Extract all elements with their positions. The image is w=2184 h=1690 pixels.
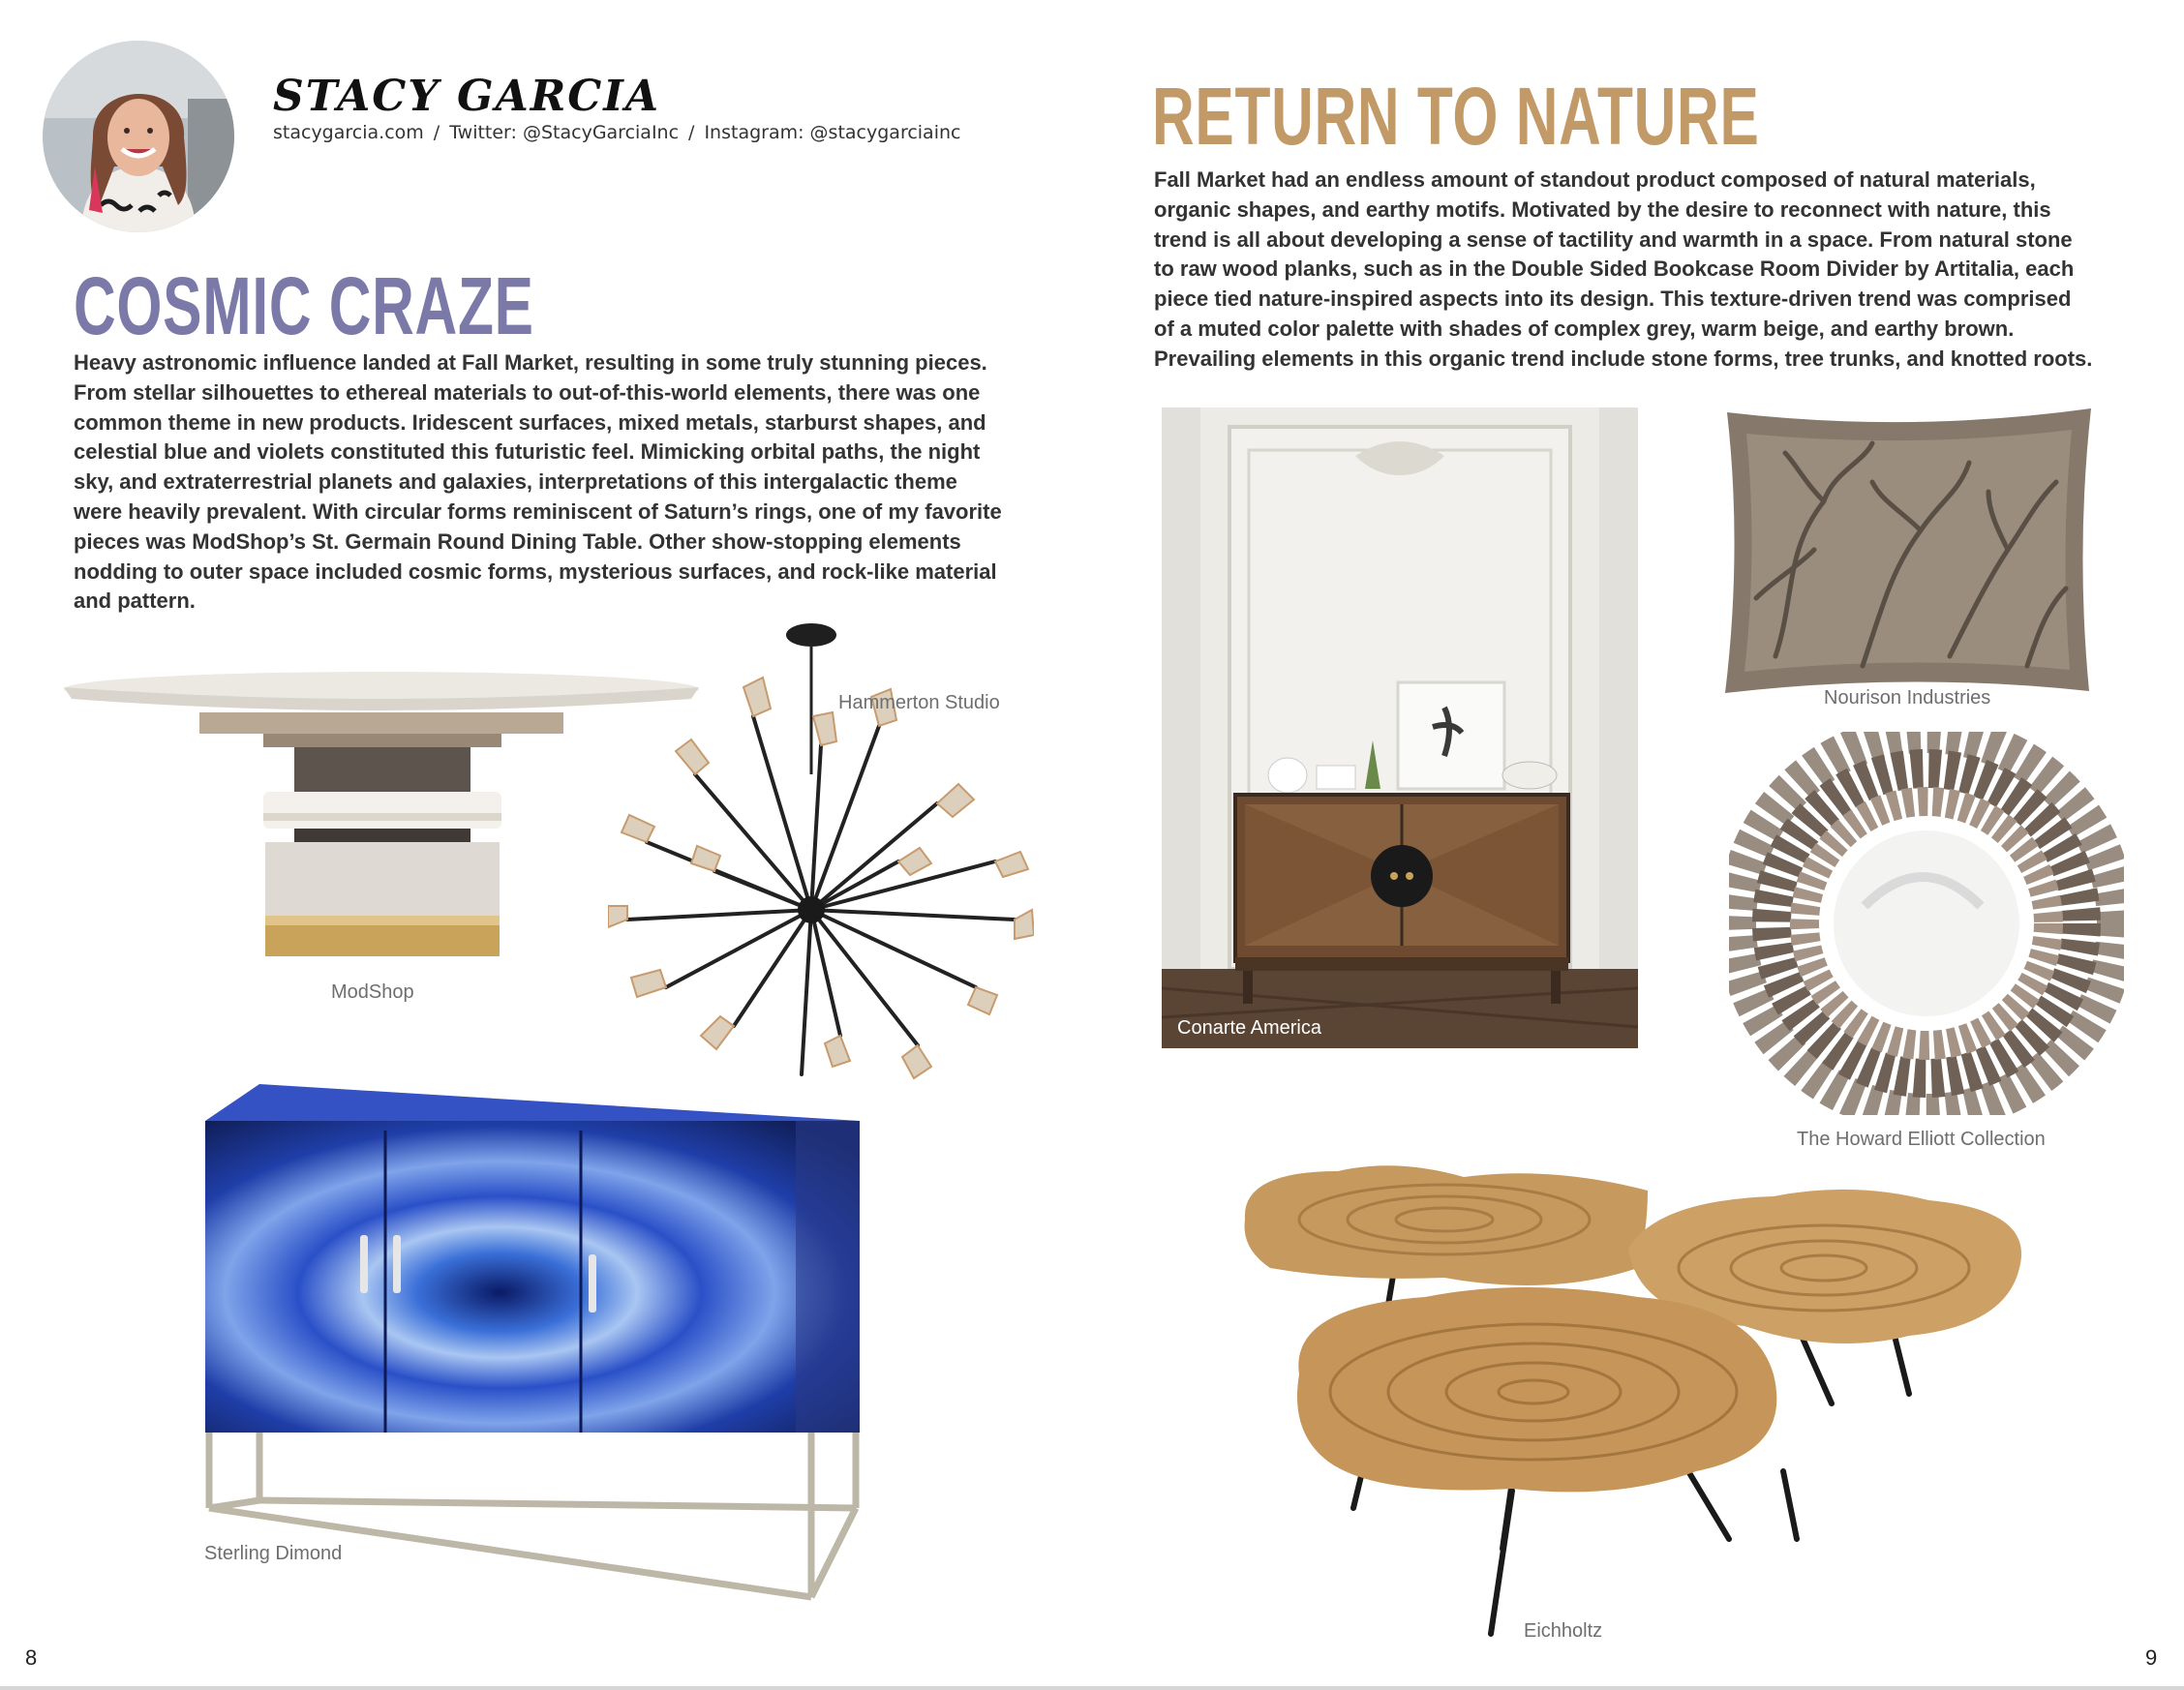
- paragraph-line: piece tied nature-inspired aspects into its design. This texture-driven trend was comprised: [1154, 287, 2072, 312]
- paragraph-line: Fall Market had an endless amount of standout product composed of natural materials,: [1154, 167, 2036, 192]
- howard-elliott-mirror-image: [1729, 732, 2124, 1115]
- paragraph-line: celestial blue and violets constituted this futuristic feel. Mimicking orbital paths, the night: [74, 439, 981, 465]
- hammerton-chandelier-image: [608, 619, 1034, 1084]
- paragraph-line: nodding to outer space included cosmic forms, mysterious surfaces, and rock-like material: [74, 558, 997, 584]
- cosmic-paragraph: [74, 348, 1042, 617]
- caption-conarte: Conarte America: [1177, 1017, 1321, 1039]
- cosmic-title: COSMIC CRAZE: [74, 260, 534, 351]
- paragraph-line: common theme in new products. Iridescent surfaces, mixed metals, starburst shapes, and: [74, 409, 986, 435]
- author-name: STACY GARCIA: [273, 72, 661, 121]
- paragraph-line: of a muted color palette with shades of complex grey, warm beige, and earthy brown.: [1154, 316, 2015, 341]
- caption-hammerton: Hammerton Studio: [838, 692, 1000, 713]
- page-bottom-divider: [0, 1686, 2184, 1690]
- paragraph-line: organic shapes, and earthy motifs. Motivated by the desire to reconnect with nature, this: [1154, 196, 2051, 222]
- page-number-left: 8: [25, 1645, 38, 1670]
- author-instagram[interactable]: Instagram: @stacygarciainc: [704, 122, 961, 143]
- author-links: [273, 122, 960, 143]
- link-separator: /: [433, 122, 440, 143]
- caption-sterling-dimond: Sterling Dimond: [204, 1543, 343, 1564]
- link-separator: /: [688, 122, 695, 143]
- paragraph-line: Heavy astronomic influence landed at Fall Market, resulting in some truly stunning pieces.: [74, 350, 987, 375]
- author-twitter[interactable]: Twitter: @StacyGarciaInc: [449, 122, 680, 143]
- paragraph-line: pieces was ModShop’s St. Germain Round Dining Table. Other show-stopping elements: [74, 528, 961, 554]
- paragraph-line: and pattern.: [74, 588, 196, 614]
- page-number-right: 9: [2145, 1645, 2158, 1670]
- paragraph-line: From stellar silhouettes to ethereal materials to out-of-this-world elements, there was one: [74, 379, 981, 405]
- author-avatar: [43, 41, 234, 232]
- caption-nourison: Nourison Industries: [1824, 687, 1991, 709]
- caption-eichholtz: Eichholtz: [1524, 1620, 1603, 1642]
- eichholtz-coffee-tables-image: [1231, 1162, 2035, 1644]
- sterling-dimond-cabinet-image: [201, 1084, 869, 1607]
- paragraph-line: were heavily prevalent. With circular forms reminiscent of Saturn’s rings, one of my favorite: [74, 498, 1002, 524]
- paragraph-line: trend is all about developing a sense of tactility and warmth in a space. From natural stone: [1154, 226, 2073, 252]
- conarte-room-image: [1162, 407, 1638, 1048]
- nature-paragraph: [1154, 166, 2122, 375]
- paragraph-line: sky, and extraterrestrial planets and galaxies, interpretations of this intergalactic theme: [74, 469, 957, 495]
- nature-title: RETURN TO NATURE: [1152, 71, 1760, 162]
- paragraph-line: Prevailing elements in this organic trend include stone forms, tree trunks, and knotted roots.: [1154, 346, 2093, 371]
- paragraph-line: to raw wood planks, such as in the Double Sided Bookcase Room Divider by Artitalia, each: [1154, 257, 2075, 282]
- nourison-pillow-image: [1717, 405, 2101, 697]
- author-website[interactable]: stacygarcia.com: [273, 122, 424, 143]
- caption-howard-elliott: The Howard Elliott Collection: [1797, 1129, 2046, 1150]
- caption-modshop: ModShop: [331, 981, 414, 1003]
